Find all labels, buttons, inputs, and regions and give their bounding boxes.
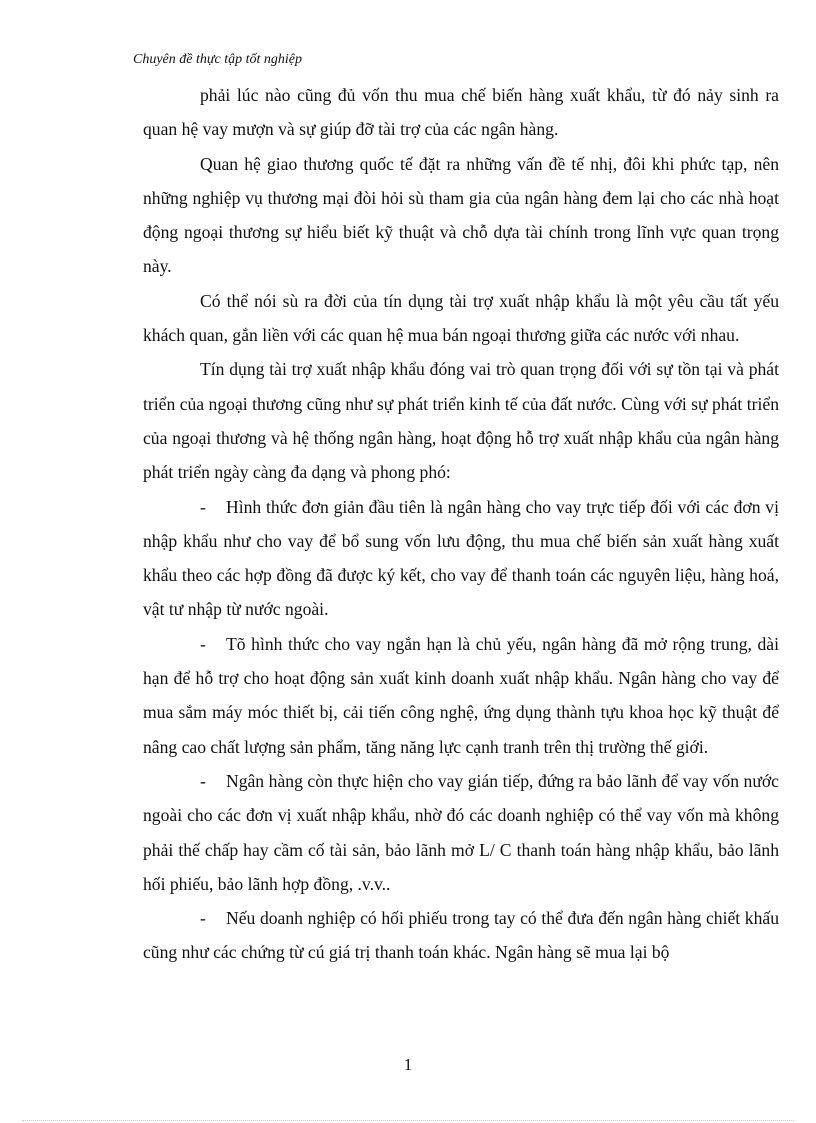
paragraph-4: Tín dụng tài trợ xuất nhập khẩu đóng vai trò quan trọng đối với sự tồn tại và phát triển của ngoại thương cũng như sự phát triển kinh tế của đất nước. Cùng với sự phát triển của ngoại thương và hệ thống ngân hàng, hoạt động hỗ trợ xuất nhập khẩu của ngân hàng phát triển ngày càng đa dạng và phong phó: bbox=[143, 359, 779, 483]
bullet-text: Ngân hàng còn thực hiện cho vay gián tiếp, đứng ra bảo lãnh để vay vốn nước ngoài cho các đơn vị xuất nhập khẩu, nhờ đó các doanh nghiệp có thể vay vốn mà không phải thế chấp hay cầm cố tài sản, bảo lãnh mở L/ C thanh toán hàng nhập khẩu, bảo lãnh hối phiếu, bảo lãnh hợp đồng, .v.v.. bbox=[143, 770, 779, 894]
paragraph-1: phải lúc nào cũng đủ vốn thu mua chế biến hàng xuất khẩu, từ đó nảy sinh ra quan hệ vay mượn và sự giúp đỡ tài trợ của các ngân hàng. bbox=[143, 85, 779, 140]
bullet-item-3 bbox=[143, 764, 779, 901]
document-body bbox=[143, 78, 779, 970]
bullet-text: Tõ hình thức cho vay ngắn hạn là chủ yếu, ngân hàng đã mở rộng trung, dài hạn để hỗ trợ cho hoạt động sản xuất kinh doanh xuất nhập khẩu. Ngân hàng cho vay để mua sắm máy móc thiết bị, cải tiến công nghệ, ứng dụng thành tựu khoa học kỹ thuật để nâng cao chất lượng sản phẩm, tăng năng lực cạnh tranh trên thị trường thế giới. bbox=[143, 633, 779, 757]
page-number: 1 bbox=[403, 1055, 413, 1074]
bullet-dash: - bbox=[200, 770, 206, 791]
bullet-text: Hình thức đơn giản đầu tiên là ngân hàng cho vay trực tiếp đối với các đơn vị nhập khẩu như cho vay để bổ sung vốn lưu động, thu mua chế biến sản xuất hàng xuất khẩu theo các hợp đồng đã được ký kết, cho vay để thanh toán các nguyên liệu, hàng hoá, vật tư nhập từ nước ngoài. bbox=[143, 496, 779, 620]
paragraph-2: Quan hệ giao thương quốc tế đặt ra những vấn đề tế nhị, đôi khi phức tạp, nên những nghiệp vụ thương mại đòi hỏi sù tham gia của ngân hàng đem lại cho các nhà hoạt động ngoại thương sự hiểu biết kỹ thuật và chỗ dựa tài chính trong lĩnh vực quan trọng này. bbox=[143, 153, 779, 277]
page-divider bbox=[22, 1120, 794, 1121]
bullet-dash: - bbox=[200, 633, 206, 654]
paragraph-3: Có thể nói sù ra đời của tín dụng tài trợ xuất nhập khẩu là một yêu cầu tất yếu khách quan, gắn liền với các quan hệ mua bán ngoại thương giữa các nước với nhau. bbox=[143, 290, 779, 346]
bullet-text: Nếu doanh nghiệp có hối phiếu trong tay có thể đưa đến ngân hàng chiết khấu cũng như các chứng từ cú giá trị thanh toán khác. Ngân hàng sẽ mua lại bộ bbox=[143, 908, 779, 963]
bullet-item-2 bbox=[143, 627, 779, 764]
bullet-dash: - bbox=[200, 908, 206, 929]
bullet-item-1 bbox=[143, 490, 779, 627]
document-header: Chuyên đề thực tập tốt nghiệp bbox=[133, 52, 302, 67]
bullet-dash: - bbox=[200, 496, 206, 517]
bullet-item-4 bbox=[143, 901, 779, 970]
